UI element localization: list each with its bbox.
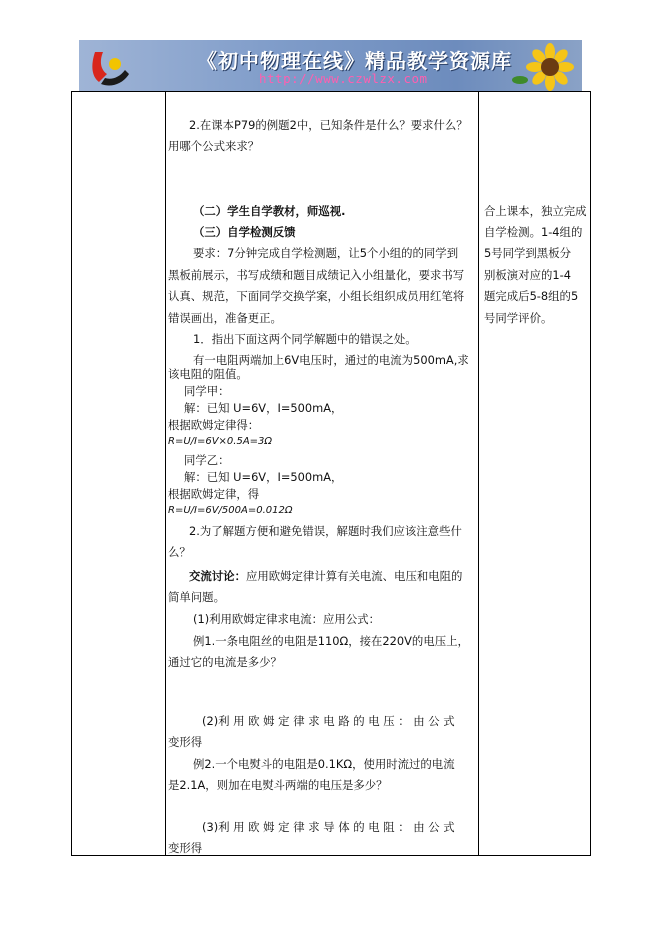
method-1: (1)利用欧姆定律求电流：应用公式： (193, 612, 380, 626)
column-divider (165, 92, 166, 855)
right-note-line: 号同学评价。 (484, 311, 553, 325)
right-note-line: 5号同学到黑板分 (484, 246, 571, 260)
header-banner (79, 40, 582, 92)
requirement-line: 黑板前展示，书写成绩和题目成绩记入小组量化，要求书写 (168, 268, 465, 282)
example-2-line2: 是2.1A，则加在电熨斗两端的电压是多少？ (168, 778, 388, 792)
student-b-label: 同学乙： (184, 453, 230, 467)
method-3-line2: 变形得 (168, 841, 203, 855)
student-a-calc: R=U/I=6V×0.5A=3Ω (168, 436, 273, 447)
task-2-line1: 2.为了解题方便和避免错误，解题时我们应该注意些什 (189, 524, 462, 538)
right-note-line: 合上课本，独立完成 (484, 204, 587, 218)
right-note-line: 题完成后5-8组的5 (484, 289, 579, 303)
requirement-line: 认真、规范，下面同学交换学案，小组长组织成员用红笔将 (168, 289, 465, 303)
question-2-line1: 2.在课本P79的例题2中，已知条件是什么？要求什么？ (189, 118, 468, 132)
student-b-calc: R=U/I=6V/500A=0.012Ω (168, 505, 293, 516)
task-1-problem: 该电阻的阻值。 (168, 367, 248, 381)
lesson-table (71, 91, 591, 856)
discussion-label: 交流讨论： (189, 569, 246, 583)
right-note-line: 自学检测。1-4组的 (484, 225, 583, 239)
logo-icon (85, 44, 133, 90)
discussion-text: 应用欧姆定律计算有关电流、电压和电阻的 (245, 569, 463, 583)
requirement-line: 要求：7分钟完成自学检测题，让5个小组的的同学到 (193, 246, 459, 260)
student-a-solution: 解：已知 U=6V，I=500mA， (184, 401, 343, 415)
discussion-line (189, 569, 462, 583)
right-note-line: 别板演对应的1-4 (484, 268, 571, 282)
discussion-line2: 简单问题。 (168, 590, 225, 604)
task-1-prompt: 1．指出下面这两个同学解题中的错误之处。 (193, 332, 417, 346)
section-3-heading: （三）自学检测反馈 (193, 225, 296, 239)
banner-title: 《初中物理在线》精品教学资源库 (197, 49, 512, 73)
example-2-line1: 例2.一个电熨斗的电阻是0.1KΩ，使用时流过的电流 (193, 757, 455, 771)
example-1-line1: 例1.一条电阻丝的电阻是110Ω，接在220V的电压上， (193, 634, 469, 648)
method-2-line1: (2)利 用 欧 姆 定 律 求 电 路 的 电 压 ： 由 公 式 (202, 714, 455, 728)
method-2-line2: 变形得 (168, 735, 203, 749)
requirement-line: 错误画出，准备更正。 (168, 311, 282, 325)
task-2-line2: 么？ (168, 545, 191, 559)
column-divider (478, 92, 479, 855)
student-b-law: 根据欧姆定律，得 (168, 487, 260, 501)
section-2-heading: （二）学生自学教材，师巡视. (193, 204, 346, 218)
method-3-line1: (3)利 用 欧 姆 定 律 求 导 体 的 电 阻 ： 由 公 式 (202, 820, 455, 834)
student-b-solution: 解：已知 U=6V，I=500mA， (184, 470, 343, 484)
student-a-label: 同学甲： (184, 384, 230, 398)
sunflower-icon (508, 42, 578, 92)
banner-url[interactable]: http://www.czwlzx.com (259, 71, 428, 86)
example-1-line2: 通过它的电流是多少？ (168, 655, 282, 669)
student-a-law: 根据欧姆定律得： (168, 418, 260, 432)
task-1-problem: 有一电阻两端加上6V电压时，通过的电流为500mA,求 (193, 353, 469, 367)
question-2-line2: 用哪个公式来求？ (168, 139, 260, 153)
